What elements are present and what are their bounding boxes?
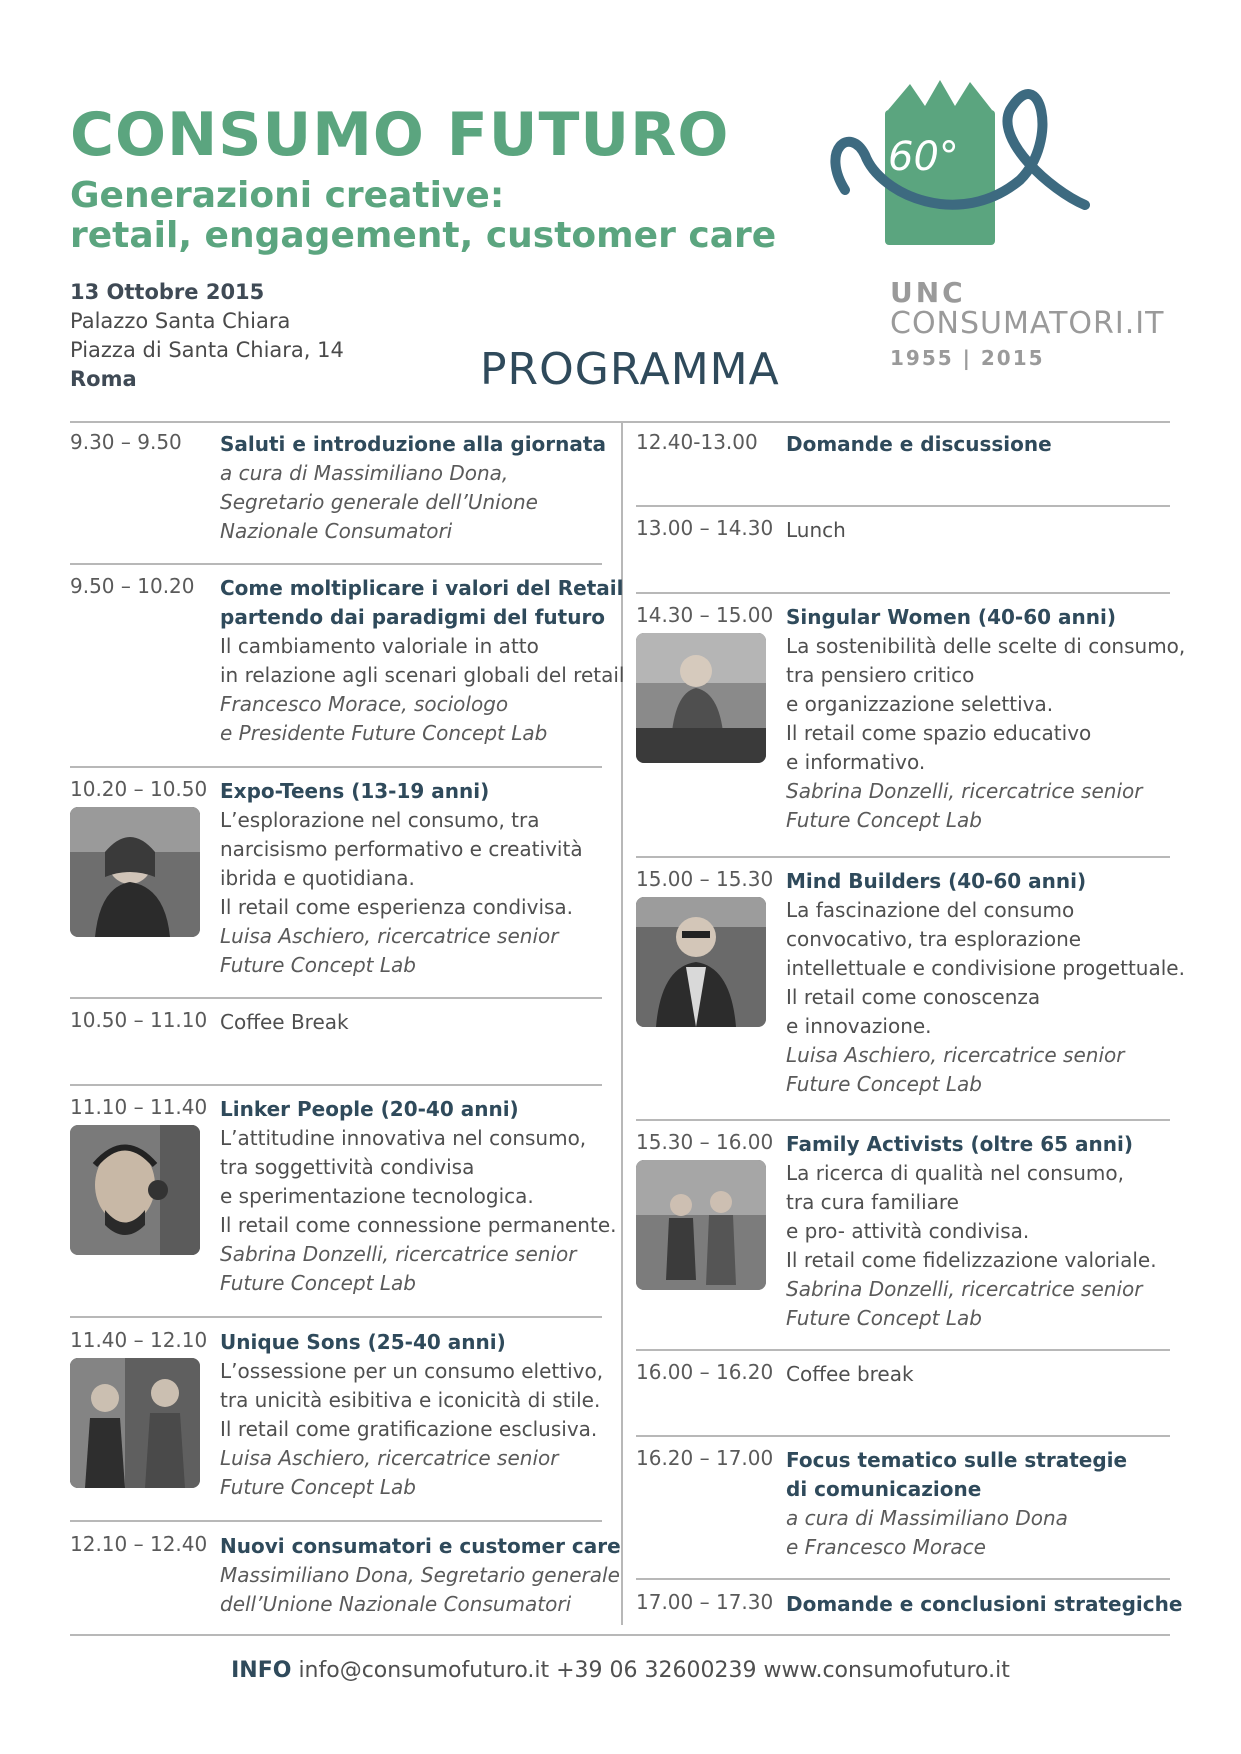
session-title: Focus tematico sulle strategie xyxy=(786,1448,1128,1472)
session-speaker: a cura di Massimiliano Dona xyxy=(786,1506,1068,1530)
shopping-bag-ribbon-icon xyxy=(820,70,1100,280)
session-description: Il retail come fidelizzazione valoriale. xyxy=(786,1248,1157,1272)
session-description: La fascinazione del consumo xyxy=(786,898,1075,922)
teen-girl-photo xyxy=(70,807,200,937)
session-time: 13.00 – 14.30 xyxy=(636,516,774,540)
session-block xyxy=(786,1446,1127,1562)
session-speaker: Sabrina Donzelli, ricercatrice senior xyxy=(786,779,1143,803)
session-description: e organizzazione selettiva. xyxy=(786,692,1054,716)
session-time: 11.10 – 11.40 xyxy=(70,1095,208,1119)
session-description: narcisismo performativo e creatività xyxy=(220,837,583,861)
info-label: INFO xyxy=(231,1658,292,1683)
elderly-couple-photo xyxy=(636,1160,766,1290)
session-block xyxy=(786,603,1185,835)
session-speaker: Future Concept Lab xyxy=(786,1072,982,1096)
session-block xyxy=(220,777,583,980)
session-description: e pro- attività condivisa. xyxy=(786,1219,1030,1243)
session-description: Il retail come conoscenza xyxy=(786,985,1041,1009)
session-plain-label: Coffee break xyxy=(786,1362,914,1386)
session-description: e informativo. xyxy=(786,750,926,774)
event-subtitle xyxy=(70,176,776,256)
session-title: Domande e conclusioni strategiche xyxy=(786,1592,1183,1616)
session-block xyxy=(220,1328,603,1502)
session-time: 9.30 – 9.50 xyxy=(70,430,182,454)
session-title: Linker People (20-40 anni) xyxy=(220,1097,519,1121)
unc-60-logo xyxy=(820,70,1100,280)
session-description: tra cura familiare xyxy=(786,1190,959,1214)
session-description: Il retail come spazio educativo xyxy=(786,721,1092,745)
session-block xyxy=(786,516,846,545)
session-description: ibrida e quotidiana. xyxy=(220,866,415,890)
session-description: tra soggettività condivisa xyxy=(220,1155,475,1179)
young-couple-photo xyxy=(70,1358,200,1488)
session-time: 17.00 – 17.30 xyxy=(636,1590,774,1614)
woman-at-desk-photo xyxy=(636,633,766,763)
session-title: Come moltiplicare i valori del Retail xyxy=(220,576,624,600)
session-time: 14.30 – 15.00 xyxy=(636,603,774,627)
session-speaker: Francesco Morace, sociologo xyxy=(220,692,509,716)
session-speaker: Luisa Aschiero, ricercatrice senior xyxy=(220,924,559,948)
session-description: Il retail come gratificazione esclusiva. xyxy=(220,1417,598,1441)
session-time: 15.00 – 15.30 xyxy=(636,867,774,891)
session-block xyxy=(220,1095,616,1298)
session-divider xyxy=(70,997,602,999)
info-contacts: info@consumofuturo.it +39 06 32600239 www.consumofuturo.it xyxy=(298,1658,1010,1683)
bottom-divider xyxy=(70,1634,1170,1636)
session-title: Saluti e introduzione alla giornata xyxy=(220,432,606,456)
session-speaker: Sabrina Donzelli, ricercatrice senior xyxy=(220,1242,577,1266)
session-speaker: Luisa Aschiero, ricercatrice senior xyxy=(786,1043,1125,1067)
session-time: 10.50 – 11.10 xyxy=(70,1008,208,1032)
session-time: 15.30 – 16.00 xyxy=(636,1130,774,1154)
young-man-headphones-photo xyxy=(70,1125,200,1255)
session-block xyxy=(220,1008,349,1037)
session-description: L’attitudine innovativa nel consumo, xyxy=(220,1126,587,1150)
session-description: Il retail come esperienza condivisa. xyxy=(220,895,574,919)
session-speaker: Future Concept Lab xyxy=(220,953,416,977)
session-title: Singular Women (40-60 anni) xyxy=(786,605,1116,629)
session-divider xyxy=(70,1084,602,1086)
session-time: 16.20 – 17.00 xyxy=(636,1446,774,1470)
session-time: 11.40 – 12.10 xyxy=(70,1328,208,1352)
event-city: Roma xyxy=(70,367,137,391)
logo-badge-text: 60° xyxy=(888,134,959,180)
session-speaker: e Francesco Morace xyxy=(786,1535,986,1559)
session-description: convocativo, tra esplorazione xyxy=(786,927,1082,951)
session-divider xyxy=(636,856,1170,858)
session-time: 12.10 – 12.40 xyxy=(70,1532,208,1556)
session-block xyxy=(786,430,1052,459)
session-speaker: Future Concept Lab xyxy=(786,808,982,832)
session-divider xyxy=(636,505,1170,507)
session-title: Unique Sons (25-40 anni) xyxy=(220,1330,506,1354)
session-speaker: dell’Unione Nazionale Consumatori xyxy=(220,1592,572,1616)
session-speaker: Future Concept Lab xyxy=(220,1271,416,1295)
session-description: tra pensiero critico xyxy=(786,663,975,687)
logo-site: CONSUMATORI.IT xyxy=(890,306,1165,341)
session-time: 16.00 – 16.20 xyxy=(636,1360,774,1384)
subtitle-line-2: retail, engagement, customer care xyxy=(70,215,777,256)
session-divider xyxy=(636,1119,1170,1121)
session-speaker: Massimiliano Dona, Segretario generale xyxy=(220,1563,620,1587)
session-block xyxy=(220,574,624,748)
session-divider xyxy=(636,592,1170,594)
session-block xyxy=(220,430,606,546)
session-time: 9.50 – 10.20 xyxy=(70,574,195,598)
session-divider xyxy=(636,1349,1170,1351)
logo-unc: UNC xyxy=(890,276,966,309)
top-divider xyxy=(70,421,1170,423)
session-divider xyxy=(636,1578,1170,1580)
subtitle-line-1: Generazioni creative: xyxy=(70,175,505,216)
event-info xyxy=(70,278,344,394)
session-divider xyxy=(70,1316,602,1318)
session-speaker: Nazionale Consumatori xyxy=(220,519,453,543)
session-block xyxy=(786,867,1185,1099)
session-title: partendo dai paradigmi del futuro xyxy=(220,605,606,629)
man-with-glasses-photo xyxy=(636,897,766,1027)
session-plain-label: Lunch xyxy=(786,518,846,542)
session-divider xyxy=(636,1435,1170,1437)
session-description: e innovazione. xyxy=(786,1014,932,1038)
event-venue: Palazzo Santa Chiara xyxy=(70,309,291,333)
session-title: Family Activists (oltre 65 anni) xyxy=(786,1132,1133,1156)
session-description: Il cambiamento valoriale in atto xyxy=(220,634,539,658)
session-description: e sperimentazione tecnologica. xyxy=(220,1184,534,1208)
session-title: Domande e discussione xyxy=(786,432,1052,456)
logo-years: 1955 | 2015 xyxy=(890,346,1045,370)
session-description: L’ossessione per un consumo elettivo, xyxy=(220,1359,604,1383)
session-speaker: Sabrina Donzelli, ricercatrice senior xyxy=(786,1277,1143,1301)
session-block xyxy=(220,1532,621,1619)
session-block xyxy=(786,1590,1182,1619)
session-description: L’esplorazione nel consumo, tra xyxy=(220,808,540,832)
session-divider xyxy=(70,563,602,565)
event-address: Piazza di Santa Chiara, 14 xyxy=(70,338,344,362)
session-title: di comunicazione xyxy=(786,1477,982,1501)
event-date: 13 Ottobre 2015 xyxy=(70,280,265,304)
session-speaker: Future Concept Lab xyxy=(220,1475,416,1499)
session-description: La sostenibilità delle scelte di consumo, xyxy=(786,634,1186,658)
session-speaker: Future Concept Lab xyxy=(786,1306,982,1330)
session-title: Mind Builders (40-60 anni) xyxy=(786,869,1087,893)
session-time: 10.20 – 10.50 xyxy=(70,777,208,801)
session-plain-label: Coffee Break xyxy=(220,1010,349,1034)
session-divider xyxy=(70,766,602,768)
session-speaker: Luisa Aschiero, ricercatrice senior xyxy=(220,1446,559,1470)
session-title: Expo-Teens (13-19 anni) xyxy=(220,779,490,803)
session-block xyxy=(786,1130,1157,1333)
session-title: Nuovi consumatori e customer care xyxy=(220,1534,621,1558)
session-description: tra unicità esibitiva e iconicità di stile. xyxy=(220,1388,601,1412)
session-block xyxy=(786,1360,914,1389)
session-description: intellettuale e condivisione progettuale. xyxy=(786,956,1185,980)
session-description: Il retail come connessione permanente. xyxy=(220,1213,617,1237)
info-footer xyxy=(0,1658,1241,1683)
programma-heading: PROGRAMMA xyxy=(480,344,780,395)
session-speaker: e Presidente Future Concept Lab xyxy=(220,721,548,745)
event-title: CONSUMO FUTURO xyxy=(70,100,730,170)
session-time: 12.40-13.00 xyxy=(636,430,758,454)
session-description: in relazione agli scenari globali del retail xyxy=(220,663,625,687)
session-speaker: Segretario generale dell’Unione xyxy=(220,490,538,514)
session-speaker: a cura di Massimiliano Dona, xyxy=(220,461,509,485)
session-divider xyxy=(70,1520,602,1522)
session-description: La ricerca di qualità nel consumo, xyxy=(786,1161,1125,1185)
